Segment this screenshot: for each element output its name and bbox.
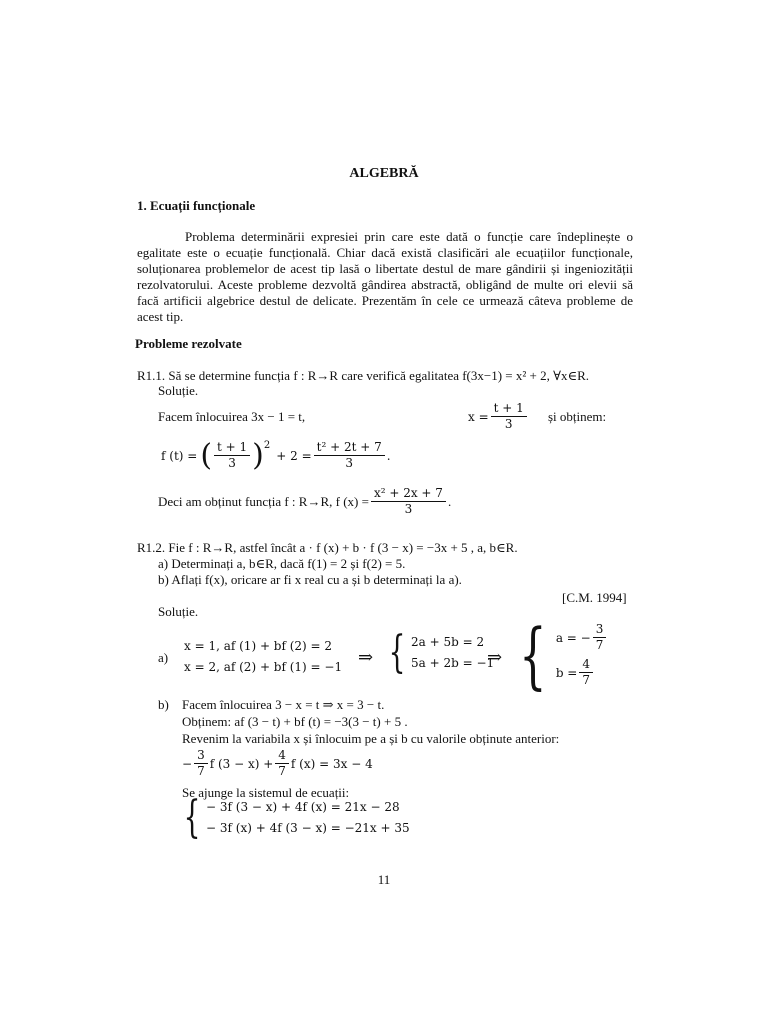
r12-system-2: { 2a + 5b = 2 5a + 2b = −1 (388, 627, 495, 678)
r11-obtain-text: și obținem: (548, 409, 607, 424)
section-heading: 1. Ecuații funcționale (137, 198, 256, 213)
r12-system-3: { − 3f (3 − x) + 4f (x) = 21x − 28 − 3f (x) + 4f (3 − x) = −21x + 35 (183, 792, 410, 843)
r12-b-equation: − $\frac{3}{7}$ f (3 − x) + $\frac{4}{7}$ f (x) = 3x − 4 (182, 748, 373, 778)
r12-part-a-label: a) (158, 650, 169, 665)
r11-ft-formula: f (t) = ( $\frac{t + 1}{3}$ ) $^2$ + 2 = $\frac{\text{t² + 2t + 7}}{3}$ . (161, 437, 391, 473)
r12-item-b: b) Aflați f(x), oricare ar fi x real cu a și b determinați la a). (158, 572, 462, 587)
implies-arrow-1: ⇒ (358, 647, 374, 667)
intro-paragraph: Problema determinării expresiei prin care este dată o funcție care îndeplinește o egalitate este o ecuație funcțională. Chiar dacă există clasificări ale ecuațiilor funcționale, soluționarea problemelor de acest tip lasă o libertate destul de mare gândirii și ingeniozității rezolvatorului. Aceste probleme dezvoltă gândirea abstractă, obligând de multe ori elevii să facă artificii algebrice destul de delicate. Prezentăm în cele ce urmează câteva probleme de acest tip. (137, 229, 633, 324)
r12-part-b-label: b) (158, 697, 169, 712)
implies-arrow-2: ⇒ (487, 647, 503, 667)
r12-item-a: a) Determinați a, b∈R, dacă f(1) = 2 și f(2) = 5. (158, 556, 406, 571)
r12-b-line-4: Se ajunge la sistemul de ecuații: (182, 785, 350, 800)
r12-b-line-1: Facem înlocuirea 3 − x = t ⇒ x = 3 − t. (182, 697, 385, 712)
r11-substitution-formula: x = $\frac{t + 1}{3}$ (468, 401, 529, 432)
r11-substitution-text: Facem înlocuirea 3x − 1 = t, (158, 409, 306, 424)
r12-solution-label: Soluție. (158, 604, 199, 619)
r12-b-line-3: Revenim la variabila x și înlocuim pe a și b cu valorile obținute anterior: (182, 731, 560, 746)
page-title: ALGEBRĂ (349, 166, 419, 181)
page-number: 11 (377, 872, 391, 887)
r12-result-system: { a = − $\frac{3}{7}$ b = $\frac{4}{7}$ (510, 620, 608, 690)
r12-statement: R1.2. Fie f : R→R, astfel încât a · f (x) + b · f (3 − x) = −3x + 5 , a, b∈R. (137, 540, 518, 555)
r12-source: [C.M. 1994] (562, 590, 627, 605)
r12-system-1: x = 1, af (1) + bf (2) = 2 x = 2, af (2) + bf (1) = −1 (184, 639, 343, 674)
r11-result: Deci am obținut funcția f : R→R, f (x) = $\frac{\text{x² + 2x + 7}}{3}$ . (158, 486, 452, 516)
r11-solution-label: Soluție. (158, 383, 199, 398)
subsection-heading: Probleme rezolvate (135, 336, 242, 351)
r11-statement: R1.1. Să se determine funcția f : R→R care verifică egalitatea f(3x−1) = x² + 2, ∀x∈R. (137, 368, 589, 383)
r12-b-line-2: Obținem: af (3 − t) + bf (t) = −3(3 − t) + 5 . (182, 714, 408, 729)
